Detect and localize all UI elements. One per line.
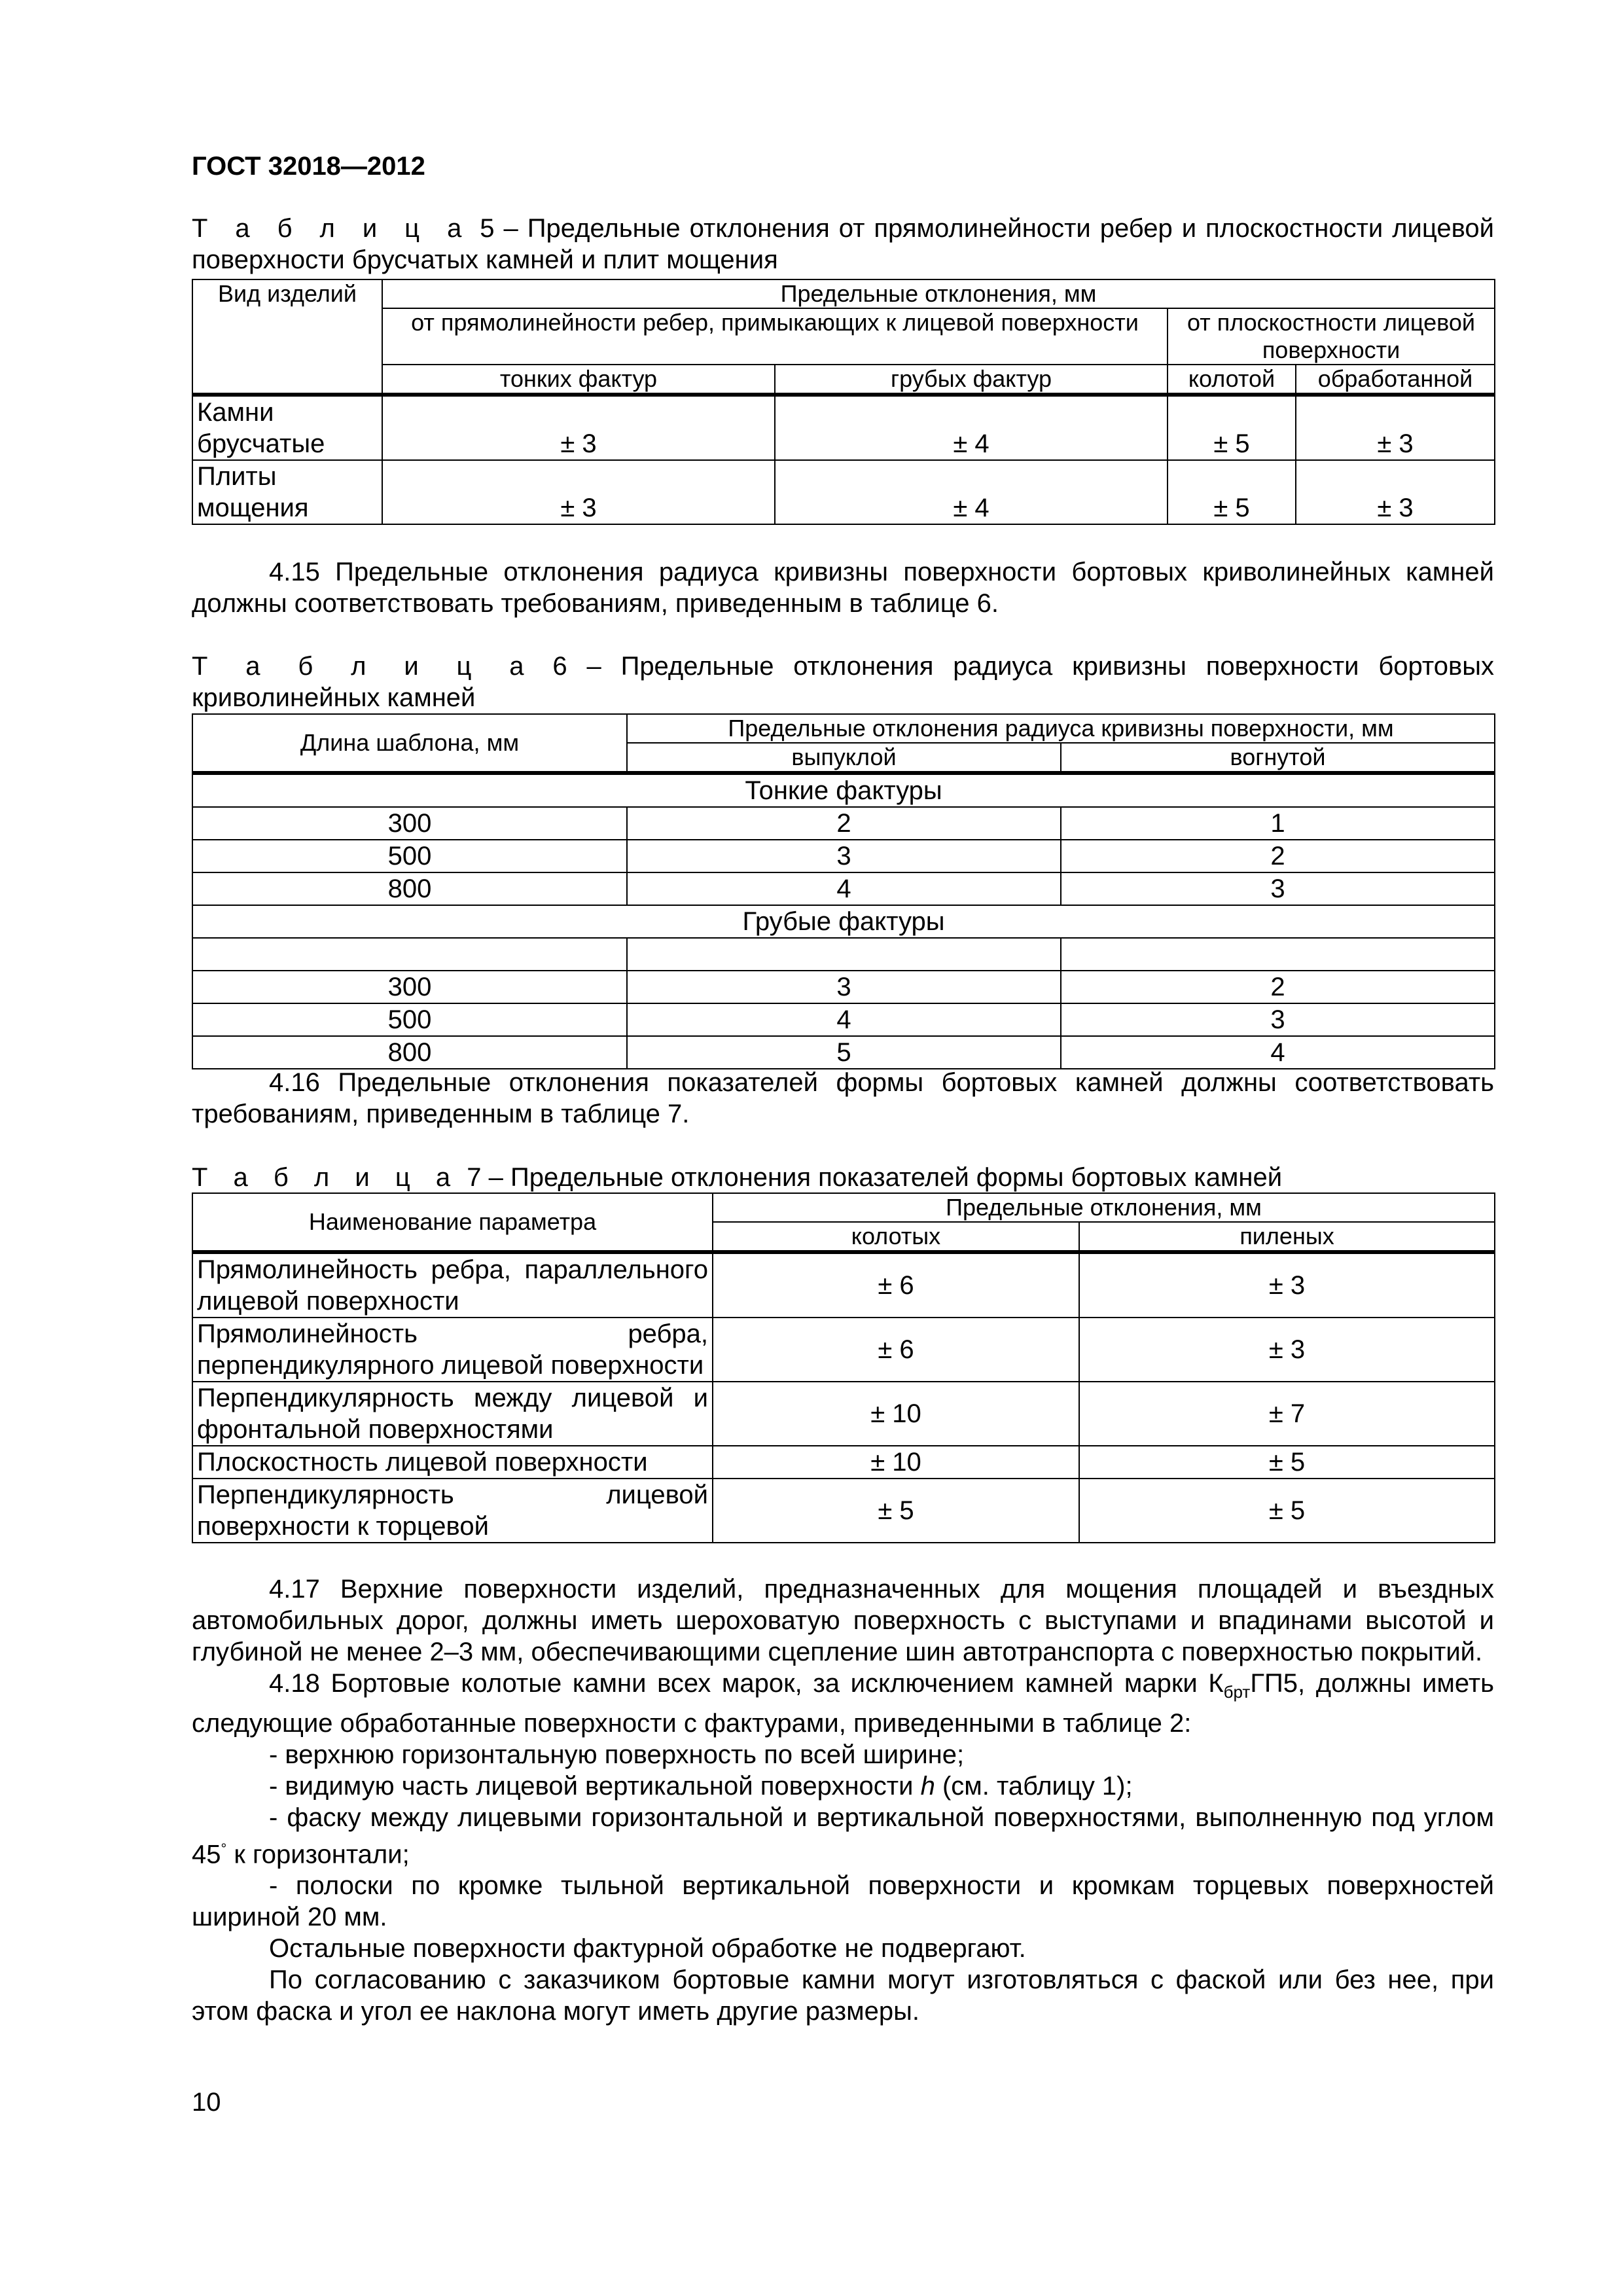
paragraph-text: ГП5, должны иметь следующие обработанные поверхности с фактурами, приведенными в таблице 2: <box>192 1669 1495 1738</box>
table6-cell: 800 <box>192 1036 627 1069</box>
table5-header-rough: грубых фактур <box>775 365 1168 395</box>
table6-cell: 4 <box>627 1003 1061 1036</box>
table7-cell: ± 5 <box>1079 1479 1495 1543</box>
table6-cell: 500 <box>192 1003 627 1036</box>
paragraph-4-17: 4.17 Верхние поверхности изделий, предназначенных для мощения площадей и въездных автомобильных дорог, должны иметь шероховатую поверхность с выступами и впадинами высотой и глубиной не менее 2–3 мм, обеспечивающими сцепление шин автотранспорта с поверхностью покрытий. <box>192 1575 1494 1666</box>
table5-header-deviations: Предельные отклонения, мм <box>382 279 1495 308</box>
table7-cell: ± 5 <box>713 1479 1079 1543</box>
table6-cell: 300 <box>192 971 627 1003</box>
table6-cell: 5 <box>627 1036 1061 1069</box>
table-5 <box>192 279 1495 525</box>
table7-cell: ± 10 <box>713 1446 1079 1479</box>
table7-row-name: Перпендикулярность лицевой поверхности к торцевой <box>192 1479 713 1543</box>
table7-caption <box>192 1162 1494 1193</box>
list-item-text: - фаску между лицевыми горизонтальной и вертикальной поверхностями, выполненную под углом 45 <box>192 1803 1494 1869</box>
table7-cell: ± 3 <box>1079 1318 1495 1382</box>
paragraph-rest: Остальные поверхности фактурной обработке не подвергают. <box>269 1934 1026 1964</box>
table6-caption-text: Предельные отклонения радиуса кривизны поверхности бортовых криволинейных камней <box>192 652 1495 712</box>
table7-cell: ± 6 <box>713 1318 1079 1382</box>
table-row <box>192 1382 1495 1446</box>
table7-row-name: Перпендикулярность между лицевой и фронтальной поверхностями <box>192 1382 713 1446</box>
table7-row-name: Прямолинейность ребра, параллельного лицевой поверхности <box>192 1252 713 1318</box>
table7-cell: ± 5 <box>1079 1446 1495 1479</box>
table-7 <box>192 1193 1495 1543</box>
table6-caption <box>192 651 1494 713</box>
table6-cell: 3 <box>1061 872 1495 905</box>
document-header: ГОСТ 32018—2012 <box>192 152 425 181</box>
table6-cell: 2 <box>1061 840 1495 872</box>
table-row <box>192 1479 1495 1543</box>
table5-cell: ± 5 <box>1168 395 1296 460</box>
list-item <box>192 1770 1494 1802</box>
list-item-text: (см. таблицу 1); <box>935 1772 1133 1801</box>
table-row <box>192 971 1495 1003</box>
table6-cell: 1 <box>1061 807 1495 840</box>
table6-cell-empty <box>192 938 627 971</box>
table7-header-param: Наименование параметра <box>192 1193 713 1252</box>
table6-cell: 3 <box>627 971 1061 1003</box>
table6-header-convex: выпуклой <box>627 743 1061 773</box>
table7-caption-prefix: Т а б л и ц а <box>192 1163 460 1192</box>
table-row <box>192 460 1495 524</box>
degree-sign: ° <box>221 1840 227 1857</box>
table5-caption-text: Предельные отклонения от прямолинейности ребер и плоскостности лицевой поверхности брусчатых камней и плит мощения <box>192 214 1494 274</box>
table-row <box>192 395 1495 460</box>
table-row <box>192 1252 1495 1318</box>
table6-cell: 800 <box>192 872 627 905</box>
table7-header-deviations: Предельные отклонения, мм <box>713 1193 1495 1222</box>
table6-cell: 3 <box>1061 1003 1495 1036</box>
paragraph-4-16 <box>192 1067 1494 1130</box>
table5-header-flatness: от плоскостности лицевой поверхности <box>1168 308 1495 365</box>
table6-caption-num: 6 – <box>533 652 621 681</box>
table-row <box>192 872 1495 905</box>
table6-group-rough: Грубые фактуры <box>192 905 1495 938</box>
table5-caption <box>192 213 1494 276</box>
table7-row-name: Прямолинейность ребра, перпендикулярного лицевой поверхности <box>192 1318 713 1382</box>
list-item-text: - видимую часть лицевой вертикальной поверхности <box>269 1772 921 1801</box>
italic-symbol: h <box>920 1772 935 1801</box>
table5-header-treated: обработанной <box>1296 365 1495 395</box>
table6-cell: 4 <box>627 872 1061 905</box>
table5-cell: ± 3 <box>382 395 775 460</box>
paragraph-text: 4.16 Предельные отклонения показателей формы бортовых камней должны соответствовать требованиям, приведенным в таблице 7. <box>192 1068 1494 1128</box>
table5-header-thin: тонких фактур <box>382 365 775 395</box>
table6-cell-empty <box>1061 938 1495 971</box>
table-row <box>192 1446 1495 1479</box>
table5-header-straightness: от прямолинейности ребер, примыкающих к лицевой поверхности <box>382 308 1168 365</box>
paragraph-text: 4.18 Бортовые колотые камни всех марок, за исключением камней марки К <box>269 1669 1224 1698</box>
table7-cell: ± 6 <box>713 1252 1079 1318</box>
table-row-empty <box>192 938 1495 971</box>
table-row <box>192 1036 1495 1069</box>
table5-cell: ± 5 <box>1168 460 1296 524</box>
table6-header-deviations: Предельные отклонения радиуса кривизны поверхности, мм <box>627 714 1495 743</box>
paragraph-agreement: По согласованию с заказчиком бортовые камни могут изготовляться с фаской или без нее, при этом фаска и угол ее наклона могут иметь другие размеры. <box>192 1965 1494 2026</box>
table-row <box>192 1318 1495 1382</box>
body-text <box>192 1573 1494 2027</box>
table6-caption-prefix: Т а б л и ц а <box>192 652 533 681</box>
paragraph-4-15 <box>192 556 1494 619</box>
table5-cell: ± 3 <box>382 460 775 524</box>
table6-cell: 4 <box>1061 1036 1495 1069</box>
table7-header-sawn: пиленых <box>1079 1222 1495 1252</box>
paragraph-text: 4.15 Предельные отклонения радиуса кривизны поверхности бортовых криволинейных камней должны соответствовать требованиям, приведенным в таблице 6. <box>192 558 1494 618</box>
table-row <box>192 840 1495 872</box>
table5-row-name: Камни брусчатые <box>192 395 382 460</box>
table7-cell: ± 3 <box>1079 1252 1495 1318</box>
table5-cell: ± 4 <box>775 395 1168 460</box>
table6-cell: 3 <box>627 840 1061 872</box>
subscript-text: брт <box>1223 1682 1251 1702</box>
table7-row-name: Плоскостность лицевой поверхности <box>192 1446 713 1479</box>
table7-cell: ± 7 <box>1079 1382 1495 1446</box>
table6-group-thin: Тонкие фактуры <box>192 773 1495 807</box>
table6-header-length: Длина шаблона, мм <box>192 714 627 773</box>
table5-cell: ± 3 <box>1296 395 1495 460</box>
table7-cell: ± 10 <box>713 1382 1079 1446</box>
list-item-text: к горизонтали; <box>226 1840 410 1869</box>
table6-cell-empty <box>627 938 1061 971</box>
list-item <box>192 1802 1494 1870</box>
table5-caption-num: 5 – <box>471 214 527 243</box>
table6-header-concave: вогнутой <box>1061 743 1495 773</box>
table7-header-chipped: колотых <box>713 1222 1079 1252</box>
table7-caption-num: 7 – <box>459 1163 510 1192</box>
table5-cell: ± 3 <box>1296 460 1495 524</box>
table-row <box>192 1003 1495 1036</box>
table5-row-name: Плиты мощения <box>192 460 382 524</box>
table-6 <box>192 713 1495 1069</box>
table6-cell: 2 <box>1061 971 1495 1003</box>
table7-caption-text: Предельные отклонения показателей формы бортовых камней <box>510 1163 1283 1192</box>
table5-header-chipped: колотой <box>1168 365 1296 395</box>
table5-header-kind: Вид изделий <box>192 279 382 395</box>
table-row <box>192 807 1495 840</box>
paragraph-4-18 <box>192 1668 1494 1739</box>
table5-cell: ± 4 <box>775 460 1168 524</box>
table5-caption-prefix: Т а б л и ц а <box>192 214 471 243</box>
list-item: - верхнюю горизонтальную поверхность по всей ширине; <box>269 1740 965 1769</box>
list-item: - полоски по кромке тыльной вертикальной поверхности и кромкам торцевых поверхностей шириной 20 мм. <box>192 1871 1494 1932</box>
page-number: 10 <box>192 2088 221 2117</box>
table6-cell: 500 <box>192 840 627 872</box>
table6-cell: 2 <box>627 807 1061 840</box>
table6-cell: 300 <box>192 807 627 840</box>
